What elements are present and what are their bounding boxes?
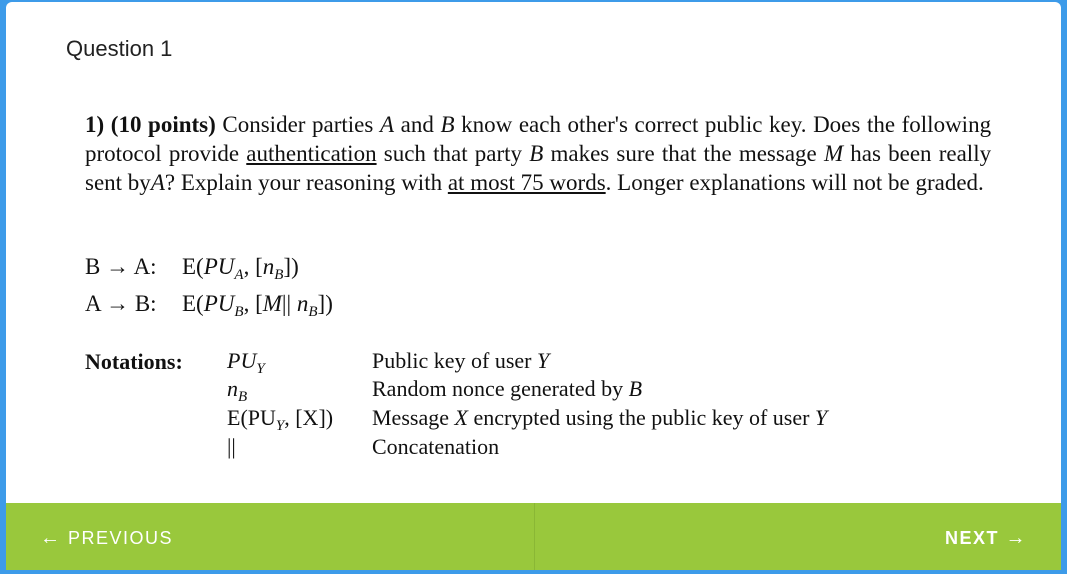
- word-limit: at most 75 words: [447, 170, 606, 195]
- desc-var: Y: [536, 348, 550, 373]
- question-points: (10 points): [110, 112, 216, 137]
- nonce: n: [262, 254, 275, 279]
- desc-var: B: [628, 376, 643, 401]
- notation-desc: [372, 405, 827, 431]
- arrow-right-icon: →: [1005, 527, 1027, 549]
- notation-desc: [372, 434, 499, 460]
- var-a: A: [379, 112, 395, 137]
- text-segment: . Longer explanations will not be graded.: [605, 170, 984, 195]
- nonce: n: [296, 291, 309, 316]
- previous-label: PREVIOUS: [68, 528, 174, 548]
- notation-symbol: [227, 434, 236, 460]
- concat: ||: [281, 291, 292, 316]
- question-card: [6, 2, 1061, 503]
- text-segment: and: [400, 112, 434, 137]
- punct: ]): [317, 291, 333, 316]
- authentication-term: authentication: [246, 141, 377, 166]
- nonce-sub: B: [274, 267, 284, 283]
- desc-var: X: [454, 405, 468, 430]
- sym-sub: B: [238, 389, 248, 405]
- sym-sub: Y: [275, 418, 285, 434]
- desc: Message: [372, 405, 449, 430]
- protocol-direction: A → B:: [85, 291, 157, 316]
- var-b: B: [529, 141, 544, 166]
- protocol-step-1: [85, 254, 299, 284]
- punct: , [: [243, 291, 263, 316]
- notation-symbol: [227, 405, 333, 435]
- punct: ]): [283, 254, 299, 279]
- next-button[interactable]: [945, 527, 1027, 550]
- nonce-sub: B: [308, 304, 318, 320]
- next-label: NEXT: [944, 528, 999, 548]
- notation-symbol: [227, 348, 265, 378]
- message: M: [262, 291, 282, 316]
- sym: n: [227, 376, 238, 401]
- punct: , [: [243, 254, 263, 279]
- sym-rest: , [X]): [284, 405, 334, 430]
- notation-desc: [372, 348, 549, 374]
- previous-button[interactable]: [40, 527, 173, 550]
- desc: Concatenation: [372, 434, 500, 459]
- question-title: Question 1: [66, 36, 173, 61]
- notation-symbol: [227, 376, 247, 406]
- sym: E(PU: [227, 405, 276, 430]
- question-number: 1): [85, 112, 105, 137]
- notations-label: Notations:: [85, 349, 183, 374]
- var-b: B: [440, 112, 455, 137]
- var-m: M: [823, 141, 844, 166]
- text-segment: know each other's correct public key. Does the following protocol provide: [85, 112, 992, 166]
- var-a: A: [150, 170, 165, 195]
- enc-fn: E(: [182, 254, 204, 279]
- text-segment: ? Explain your reasoning with: [164, 170, 443, 195]
- sym: PU: [227, 348, 257, 373]
- key: PU: [203, 291, 235, 316]
- desc: Public key of user: [372, 348, 532, 373]
- desc: Random nonce generated by: [372, 376, 624, 401]
- key-sub: B: [234, 304, 244, 320]
- nav-footer: [6, 503, 1061, 570]
- text-segment: makes sure that the message: [550, 141, 817, 166]
- key: PU: [203, 254, 235, 279]
- key-sub: A: [234, 267, 244, 283]
- question-text: [85, 110, 991, 197]
- sym-sub: Y: [256, 361, 265, 377]
- text-segment: Consider parties: [222, 112, 374, 137]
- footer-divider: [534, 503, 535, 570]
- arrow-left-icon: ←: [40, 527, 62, 549]
- enc-fn: E(: [182, 291, 204, 316]
- notation-desc: [372, 376, 642, 402]
- desc-var: Y: [814, 405, 828, 430]
- protocol-direction: B → A:: [85, 254, 157, 279]
- sym: ||: [227, 434, 236, 459]
- text-segment: such that party: [383, 141, 523, 166]
- desc-rest: encrypted using the public key of user: [473, 405, 810, 430]
- protocol-step-2: [85, 291, 333, 321]
- text-segment: has been really sent by: [85, 141, 992, 195]
